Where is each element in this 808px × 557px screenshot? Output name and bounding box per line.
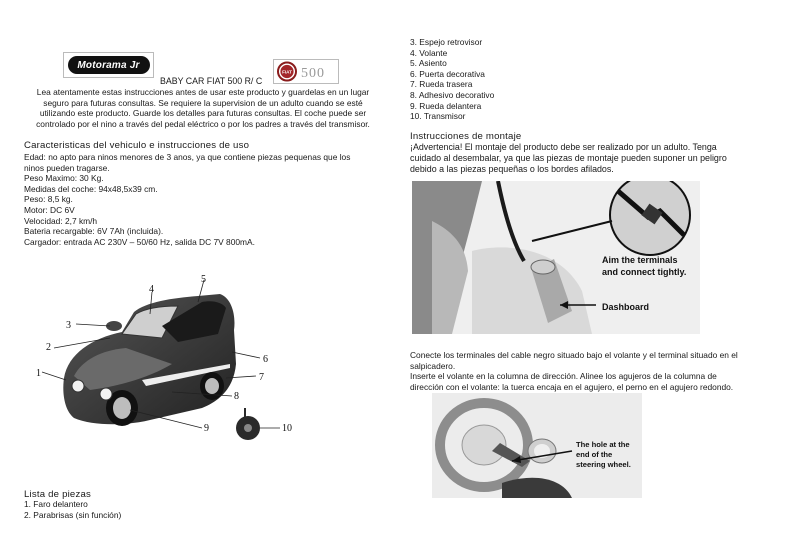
callout-9: 9 — [204, 423, 209, 434]
callout-4: 4 — [149, 284, 154, 295]
photo2-caption-line1: The hole at the — [576, 440, 630, 449]
mounting-heading: Instrucciones de montaje — [410, 131, 522, 142]
assembly-step-text: Conecte los terminales del cable negro situado bajo el volante y el terminal situado en el salpicadero. Inserte el volante en la columna de dirección. Alinee los agujeros de la columna de dirección con el volante: la tuerca encaja en el agujero, el perno en el agujero redondo. — [410, 350, 738, 392]
list-item: 6. Puerta decorativa — [410, 68, 485, 79]
specs-list: Edad: no apto para ninos menores de 3 anos, ya que contiene piezas pequenas que los ninos pueden tragarse. Peso Maximo: 30 Kg. Medidas del coche: 94x48,5x39 cm. Peso: 8,5 kg. Motor: DC 6V Velocidad: 2,7 km/h Bateria recargable: 6V 7Ah (incluida). Cargador: entrada AC 230V – 50/60 Hz, salida DC 7V 800mA. — [24, 152, 351, 247]
list-item: 2. Parabrisas (sin función) — [24, 509, 122, 520]
list-item: 8. Adhesivo decorativo — [410, 89, 495, 100]
motorama-logo — [63, 52, 154, 78]
callout-7: 7 — [259, 372, 264, 383]
photo1-caption-line1: Aim the terminals — [602, 255, 678, 265]
callout-10: 10 — [282, 423, 292, 434]
fiat-500-logo — [273, 59, 339, 84]
list-item: 10. Transmisor — [410, 111, 466, 122]
list-item: 5. Asiento — [410, 58, 447, 69]
callout-3: 3 — [66, 320, 71, 331]
callout-8: 8 — [234, 391, 239, 402]
photo2-caption-line2: end of the — [576, 450, 613, 459]
photo-steering-wheel — [432, 393, 642, 498]
callout-5: 5 — [201, 274, 206, 285]
product-title: BABY CAR FIAT 500 R/ C — [160, 76, 263, 86]
parts-list — [24, 499, 121, 520]
photo1-dashboard-label: Dashboard — [602, 302, 650, 312]
list-item: 4. Volante — [410, 47, 448, 58]
callout-2: 2 — [46, 342, 51, 353]
mounting-warning: ¡Advertencia! El montaje del producto debe ser realizado por un adulto. Tenga cuidado al desembalar, ya que las piezas de montaje pueden suponer un peligro debido a las piezas pequeñas o los bordes afilados. — [410, 142, 727, 174]
motorama-logo-text: Motorama Jr — [77, 59, 140, 71]
photo1-caption-line2: and connect tightly. — [602, 267, 687, 277]
callout-6: 6 — [263, 354, 268, 365]
list-item: 7. Rueda trasera — [410, 79, 473, 90]
list-item: 3. Espejo retrovisor — [410, 37, 483, 47]
parts-heading: Lista de piezas — [24, 489, 91, 500]
callout-1: 1 — [36, 368, 41, 379]
list-item: 1. Faro delantero — [24, 499, 88, 509]
photo-dashboard-terminals — [412, 181, 700, 334]
intro-paragraph: Lea atentamente estas instrucciones antes de usar este producto y guardelas en un lugar seguro para futuras consultas. Se requiere la supervision de un adulto cuando se esté utilizando este producto. Guarde los detalles para futuras consultas. El coche puede ser controlado por el nino a través del pedal eléctrico o por los padres a través del transmisor. — [36, 87, 370, 129]
specs-heading: Caracteristicas del vehiculo e instrucciones de uso — [24, 140, 250, 151]
parts-list-continued — [410, 37, 494, 122]
fiat-logo-text: FIAT — [282, 69, 292, 75]
photo2-caption-line3: steering wheel. — [576, 460, 631, 469]
list-item: 9. Rueda delantera — [410, 100, 482, 111]
car-parts-diagram — [22, 268, 382, 448]
fiat-500-text: 500 — [301, 66, 325, 81]
